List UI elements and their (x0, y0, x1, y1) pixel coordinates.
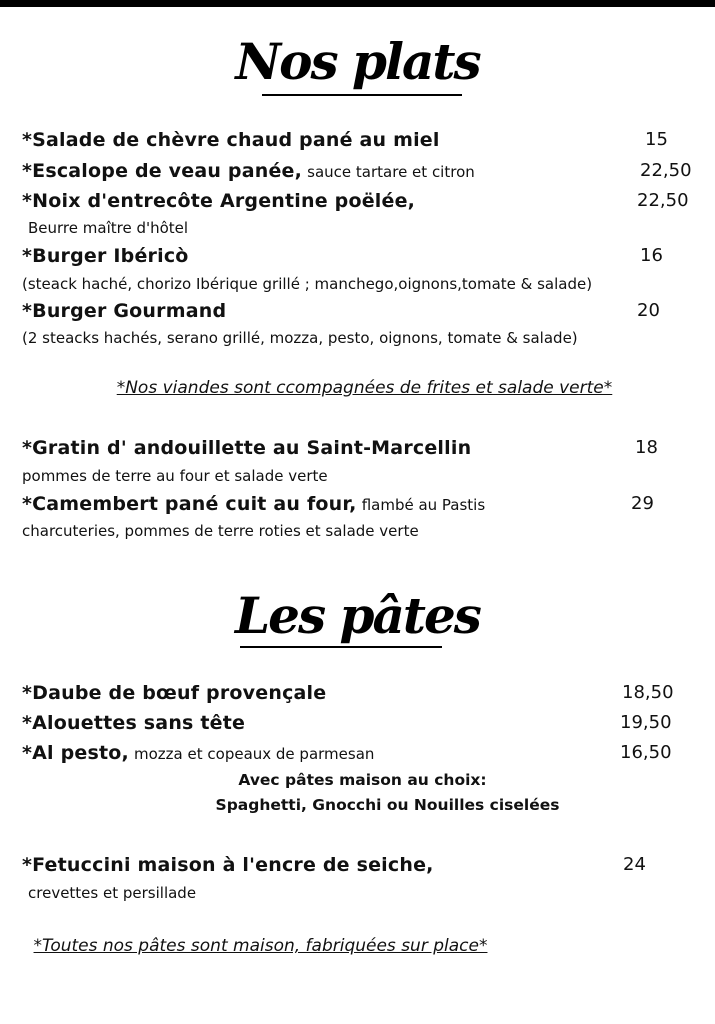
item-name: *Gratin d' andouillette au Saint-Marcellin (22, 437, 472, 459)
item-price: 19,50 (620, 712, 672, 733)
item-name: *Escalope de veau panée, (22, 160, 303, 182)
item-name: *Al pesto, (22, 742, 129, 764)
menu-item (22, 188, 415, 215)
item-price: 15 (645, 129, 668, 150)
item-name: *Burger Gourmand (22, 300, 227, 322)
menu-item (22, 852, 434, 879)
item-name: *Noix d'entrecôte Argentine poëlée, (22, 190, 416, 212)
item-name: *Camembert pané cuit au four, (22, 493, 357, 515)
pasta-note: *Toutes nos pâtes sont maison, fabriquées sur place* (33, 936, 488, 956)
title-underline (262, 94, 462, 96)
meat-note: *Nos viandes sont ccompagnées de frites et salade verte* (116, 378, 613, 398)
item-price: 16 (640, 245, 663, 266)
title-underline (240, 646, 442, 648)
item-price: 24 (623, 854, 646, 875)
item-name: *Daube de bœuf provençale (22, 682, 327, 704)
menu-item (22, 127, 440, 154)
item-subtext: (steack haché, chorizo Ibérique grillé ; manchego,oignons,tomate & salade) (22, 275, 593, 293)
item-description: sauce tartare et citron (307, 163, 475, 181)
menu-item (22, 710, 245, 737)
item-price: 18,50 (622, 682, 674, 703)
item-price: 22,50 (637, 190, 689, 211)
item-subtext: pommes de terre au four et salade verte (22, 467, 328, 485)
section-title-pates (0, 586, 715, 646)
menu-item (22, 740, 374, 767)
item-name: *Burger Ibéricò (22, 245, 189, 267)
menu-item (22, 158, 475, 185)
menu-item (22, 680, 326, 707)
pasta-choice-options: Spaghetti, Gnocchi ou Nouilles ciselées (215, 796, 560, 814)
pasta-choice-heading: Avec pâtes maison au choix: (238, 771, 487, 789)
item-subtext: charcuteries, pommes de terre roties et salade verte (22, 522, 419, 540)
item-price: 22,50 (640, 160, 692, 181)
section-title-plats (0, 32, 715, 92)
item-price: 16,50 (620, 742, 672, 763)
top-border (0, 0, 715, 7)
menu-item (22, 243, 189, 270)
item-price: 29 (631, 493, 654, 514)
item-price: 20 (637, 300, 660, 321)
item-subtext: Beurre maître d'hôtel (28, 219, 189, 237)
item-name: *Fetuccini maison à l'encre de seiche, (22, 854, 434, 876)
item-subtext: crevettes et persillade (28, 884, 197, 902)
item-name: *Salade de chèvre chaud pané au miel (22, 129, 440, 151)
item-description: flambé au Pastis (361, 496, 486, 514)
menu-item (22, 298, 226, 325)
item-subtext: (2 steacks hachés, serano grillé, mozza, pesto, oignons, tomate & salade) (22, 329, 578, 347)
menu-item (22, 435, 471, 462)
section-title-text: Les pâtes (235, 586, 480, 645)
menu-item (22, 491, 485, 518)
item-price: 18 (635, 437, 658, 458)
section-title-text: Nos plats (235, 32, 480, 91)
item-name: *Alouettes sans tête (22, 712, 246, 734)
item-description: mozza et copeaux de parmesan (134, 745, 375, 763)
